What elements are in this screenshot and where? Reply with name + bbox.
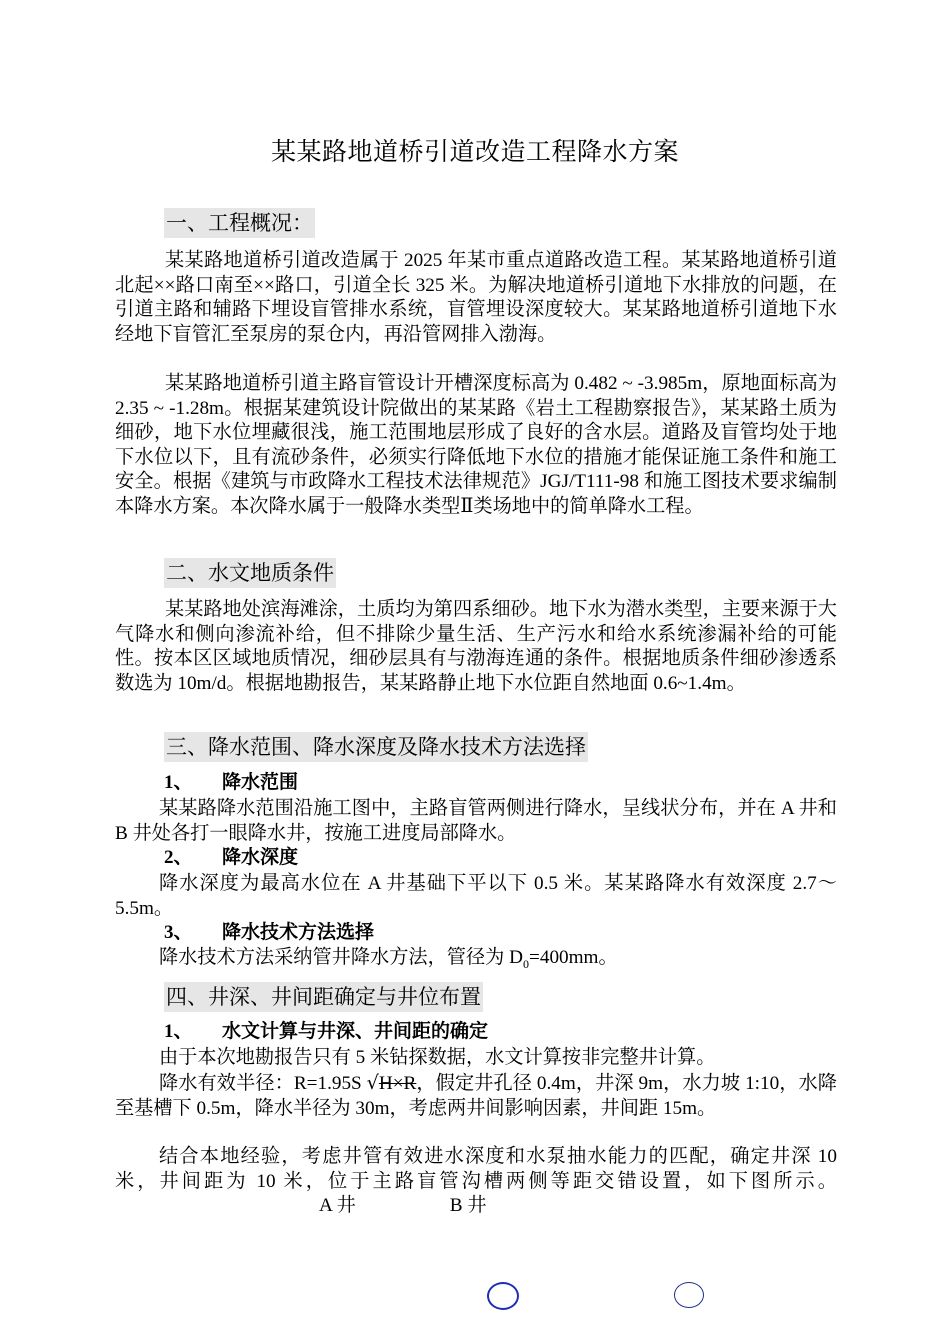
subheading-label: 降水技术方法选择	[222, 922, 375, 943]
subheading-number: 1、	[164, 1021, 193, 1042]
subheading-label: 降水深度	[222, 847, 299, 868]
subheading-dewatering-depth	[164, 846, 298, 870]
section-heading-overview: 一、工程概况：	[164, 208, 315, 238]
well-b-label: B 井	[449, 1195, 487, 1216]
section-heading-hydrogeology: 二、水文地质条件	[164, 558, 336, 588]
subheading-dewatering-method	[164, 921, 374, 945]
subheading-label: 水文计算与井深、井间距的确定	[222, 1021, 489, 1042]
dewatering-range-text: 某某路降水范围沿施工图中，主路盲管两侧进行降水，呈线状分布，并在 A 井和 B 井处各打一眼降水井，按施工进度局部降水。	[115, 798, 837, 844]
dewatering-depth-text: 降水深度为最高水位在 A 井基础下平以下 0.5 米。某某路降水有效深度 2.7～5.5m。	[115, 873, 837, 919]
subheading-dewatering-range	[164, 771, 298, 795]
hydrogeology-paragraph: 某某路地处滨海滩涂，土质均为第四系细砂。地下水为潜水类型，主要来源于大气降水和侧向渗流补给，但不排除少量生活、生产污水和给水系统渗漏补给的可能性。按本区区域地质情况，细砂层具有与渤海连通的条件。根据地质条件细砂渗透系数选为 10m/d。根据地勘报告，某某路静止地下水位距自然地面 0.6~1.4m。	[115, 599, 837, 694]
section-heading-dewatering-scope: 三、降水范围、降水深度及降水技术方法选择	[164, 732, 588, 762]
sqrt-symbol: √	[366, 1071, 379, 1094]
well-a-label: A 井	[319, 1195, 356, 1216]
subheading-hydro-calc	[164, 1020, 488, 1044]
subheading-number: 3、	[164, 922, 193, 943]
dewatering-method-text: 降水技术方法采纳管井降水方法，管径为 $D_0=400mm$。	[159, 947, 618, 971]
subheading-number: 2、	[164, 847, 193, 868]
hydro-calc-paragraph-3: 结合本地经验，考虑井管有效进水深度和水泵抽水能力的匹配，确定井深 10 米，井间距为 10 米，位于主路盲管沟槽两侧等距交错设置，如下图所示。A 井 B 井	[115, 1145, 837, 1219]
hydro-calc-paragraph-2: 降水有效半径：R=1.95S √H×R，假定井孔径 0.4m，井深 9m，水力坡 1:10，水降至基槽下 0.5m，降水半径为 30m，考虑两井间影响因素，井间距 15m。	[115, 1071, 837, 1119]
subheading-number: 1、	[164, 772, 193, 793]
hydro-calc-paragraph-1: 由于本次地勘报告只有 5 米钻探数据，水文计算按非完整井计算。	[159, 1047, 716, 1068]
well-a-circle	[487, 1282, 519, 1310]
overview-paragraph-1: 某某路地道桥引道改造属于 2025 年某市重点道路改造工程。某某路地道桥引道北起××路口南至××路口，引道全长 325 米。为解决地道桥引道地下水排放的问题，在引道主路和辅路下埋设盲管排水系统，盲管埋设深度较大。某某路地道桥引道地下水经地下盲管汇至泵房的泵仓内，再沿管网排入渤海。	[115, 250, 837, 345]
subheading-label: 降水范围	[222, 772, 299, 793]
section-heading-well-layout: 四、井深、井间距确定与井位布置	[164, 982, 483, 1012]
well-b-circle	[674, 1282, 704, 1308]
document-title: 某某路地道桥引道改造工程降水方案	[270, 137, 679, 166]
overview-paragraph-2: 某某路地道桥引道主路盲管设计开槽深度标高为 0.482 ~ -3.985m，原地面标高为 2.35 ~ -1.28m。根据某建筑设计院做出的某某路《岩土工程勘察报告》，某某路土质为细砂，地下水位埋藏很浅，施工范围地层形成了良好的含水层。道路及盲管均处于地下水位以下，且有流砂条件，必须实行降低地下水位的措施才能保证施工条件和施工安全。根据《建筑与市政降水工程技术法律规范》JGJ/T111-98 和施工图技术要求编制本降水方案。本次降水属于一般降水类型Ⅱ类场地中的简单降水工程。	[115, 373, 837, 517]
struck-formula: H×R	[378, 1073, 417, 1094]
